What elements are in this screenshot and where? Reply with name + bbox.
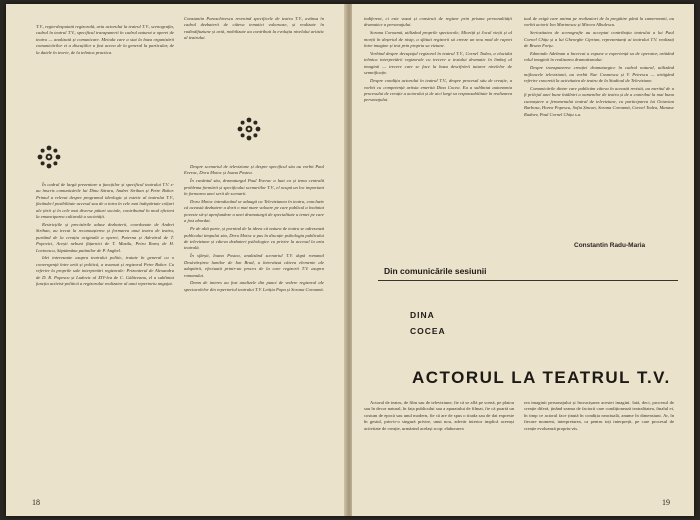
left-column-2-top [184, 16, 324, 43]
paragraph: Idei interesante asupra teatrului politic, tratate în general cu o convergență între artă și politică, a avansat și regizorul Petre Bokor. Cu referire la proprile sale interpretări regizorale: Prizonierul de Alexandru de D. R. Popescu și Ludovic al XIV-lea de C. Gălăceanu, el a subliniat funcția activist-politică a regizorului realizator al unui repertoriu angajat. [36, 255, 174, 287]
article-headline: ACTORUL LA TEATRUL T.V. [412, 368, 671, 387]
article-signature: Constantin Radu-Maria [574, 242, 646, 249]
author-last-name: COCEA [410, 326, 446, 336]
paragraph: Edmondo Adelman a încercat a expune a experiență sa de operator, arătând rolul imaginii în realizarea dramatismului. [524, 51, 674, 63]
paragraph: În cuvântul său, dramaturgul Paul Everac a luat ca și tema centrală problema formării și specificului scenariilor T.V., el ocupă un loc important în formarea unei serii de scenarii. [184, 178, 324, 197]
paragraph: Restricțiile și precizările aduse dezbaterii, coordonate de Andrei Strihan, au trecut la recunoașterea și formarea unui teatru de teatru, purtând de la creația originală a operei, Paterna și Adevărul de T. Popovici, Acești nebuni fățarnici de T. Mazilu, Petru Rareș de H. Lovinescu, Săptămâna patimilor de P. Anghel. [36, 221, 174, 253]
magazine-spread [6, 4, 694, 516]
paragraph: Doru Motoc introducând se adaugă ca Televiziunea în teatru, concluziv că această dezbatere a dorit o mai mare valoare pe care publicul a încântat poveste să-și aprofundeze a unei dramaturgii de specialitate a temei pe care a fost abordat. [184, 199, 324, 224]
page-number: 18 [32, 498, 40, 507]
right-column-2 [524, 16, 674, 120]
right-column-1 [364, 16, 512, 105]
paragraph: Vorbind despre decupajul regizoral în teatrul T.V., Cornel Todea, a elucidat tehnica interpretării regizorale cu trecere a textului dramatic în limbaj al imaginii — trecere care se face la baza descifrării tuturor nivelelor de semnificație. [364, 51, 512, 76]
paragraph: Despre condiția actorului în teatrul T.V., despre procesul său de creație, a vorbit cu competență artista emerită Dina Cocea. Ea a subliniat autonomia procesului de creație a actorului și de aici largi sa responsabilitate în realizarea personajului. [364, 78, 512, 103]
paragraph: tual de exigă care anima pe realizatori de la pregătire până la camermanii, au vorbit actorii Ion Marinescu și Mircea Albulescu. [524, 16, 674, 28]
author-first-name: DINA [410, 310, 435, 320]
paragraph: În sfârșit, Ioana Postea, analizând scenariul T.V. după romanul Desăvârșirea lumilor de Ion Brad, a întrevăzut câteva elemente ale adaptării, efectuată printr-un proces de la care regizorii T.V. asupra romanului. [184, 253, 324, 278]
paragraph: În cadrul de largă prezentare a funcțiilor și specificul teatrului T.V. s-au înscris comunicările lui Dinu Săraru, Andrei Strihan și Petre Bokor. Primul a relevat despre programul ideologic și estetic al teatrului T.V., făcându-l posibilitate accesul sau de a intra în cele mai îndepărtate colțuri ale țării și în cele mai diverse pături sociale, contribuind în mod eficient la emanciparea culturală a societății. [36, 182, 174, 220]
right-page [352, 4, 694, 516]
section-divider [378, 280, 678, 281]
left-column-2 [184, 164, 324, 295]
paragraph: T.V., regia-despuiată regizorală, arta actorului la teatrul T.V., scenografia, cadrul în teatrul T.V., specificul transpunerii în cadrul naturat a operei de teatru — analizată și comunicare. Metoda care a stat la baza organizării comunicărilor ei a discuțiilor a fost aceea de la general la particular, de la datele în teorie, de la tehnica practica. [36, 24, 174, 55]
paragraph: Actorul de teatru, de film sau de televiziune, fie că se află pe scenă, pe platou sau în decor natural, în fața publicului sau a aparatului de filmat, fie că poartă un costum de epocă sau unul modern, fie că are de spus o tirada sau de dat expresie în gestul, prin-tr-o singură privire, unui nou, adevăr interior implică aceeași activitate de creație, urmărind același scop: elaborarea [364, 400, 514, 431]
left-page [6, 4, 346, 516]
left-column-1 [36, 24, 174, 58]
paragraph: Sorana Coroamă, utilizând proprile spectacole, Mioriță și Jocul vieții și al morții în deșertul de nisip, a sfătuit regizorii să creeze un nou mod de raport între imagine și text prin propria sa viziune. [364, 30, 512, 49]
page-number: 19 [662, 498, 670, 507]
snowflake-ornament-icon [36, 144, 62, 170]
snowflake-ornament-icon [236, 116, 262, 142]
paragraph: Seriozitatea de scenografie au acceptat contribuția teatrului a lui Paul Cornel Chițu și a lui Gheorghe Ciprian, reprezentanți ai teatrului T.V. realizați de Bruno Forțu. [524, 30, 674, 49]
paragraph: Constantin Paraschivescu revenind specificele de teatru T.V., avânsa în cadrul dezbaterii de câteva tematici valoroase, și realizate în radiodifuziune și artă, mobilizate au contribuit la evoluția nivelului artistic al teatrului. [184, 16, 324, 41]
left-column-1-continued [36, 182, 174, 289]
paragraph: Pe de altă parte, și pornind de la ideea că natura de teatru se adresează publicului timpului său, Doru Motoc a pus în discuție psihologia publicului de televiziune și câteva dezbateri psihologice cu privire la accesul la arta teatrală. [184, 226, 324, 251]
paragraph: rea imaginii personajului și încrucișarea acestei imagini. Iată, deci, procesul de creație diferă, ținând seama de factorii care condiționează teatralitatea, finalul ei, în timp ce actorul face ținută în condiția neactuală, anume în dimensiuni. Ar, în fiecare moment, interpretarea, ca pentru toți interpreții, pe care procesul de creație evoluează propriu-zis. [524, 400, 674, 431]
paragraph: Comunicările dintre care publicăm câteva în această revistă, au meritul de a fi prilejul unei bune întâlniri a oamenilor de teatru și de a contribui la mai buna cunoaștere a fenomenului teatral de televiziune, cu participarea lui Octavian Barbosa, Horea Popescu, Sofia Șincan, Sorana Coroamă, Cornel Todea, Manase Radnev, Paul Cornel Chițu s.a. [524, 86, 674, 117]
section-title: Din comunicările sesiunii [384, 266, 487, 276]
article-column-2 [524, 400, 674, 434]
paragraph: indiferent, ci este vazut și construit de regizor prin prisma personalității dramatice a personajului. [364, 16, 512, 28]
paragraph: Despre scenariul de televiziune și despre specificul său au vorbit Paul Everac, Doru Motoc și Ioana Postea. [184, 164, 324, 176]
paragraph: Demn de interes au fost analizele din punct de vedere regizoral ale spectacolelor din repertoriul teatrului T.V. Letiția Popa și Sorana Coroamă. [184, 280, 324, 292]
article-column-1 [364, 400, 514, 434]
paragraph: Despre transpunerea creației dramaturgice în cadrul natural, utilizând mijloacele televiziunii, au vorbit Nae Cosmescu și V. Petrescu — atrăgând referire concretă la activitatea de teatru de la Studioul de Televiziune. [524, 65, 674, 84]
